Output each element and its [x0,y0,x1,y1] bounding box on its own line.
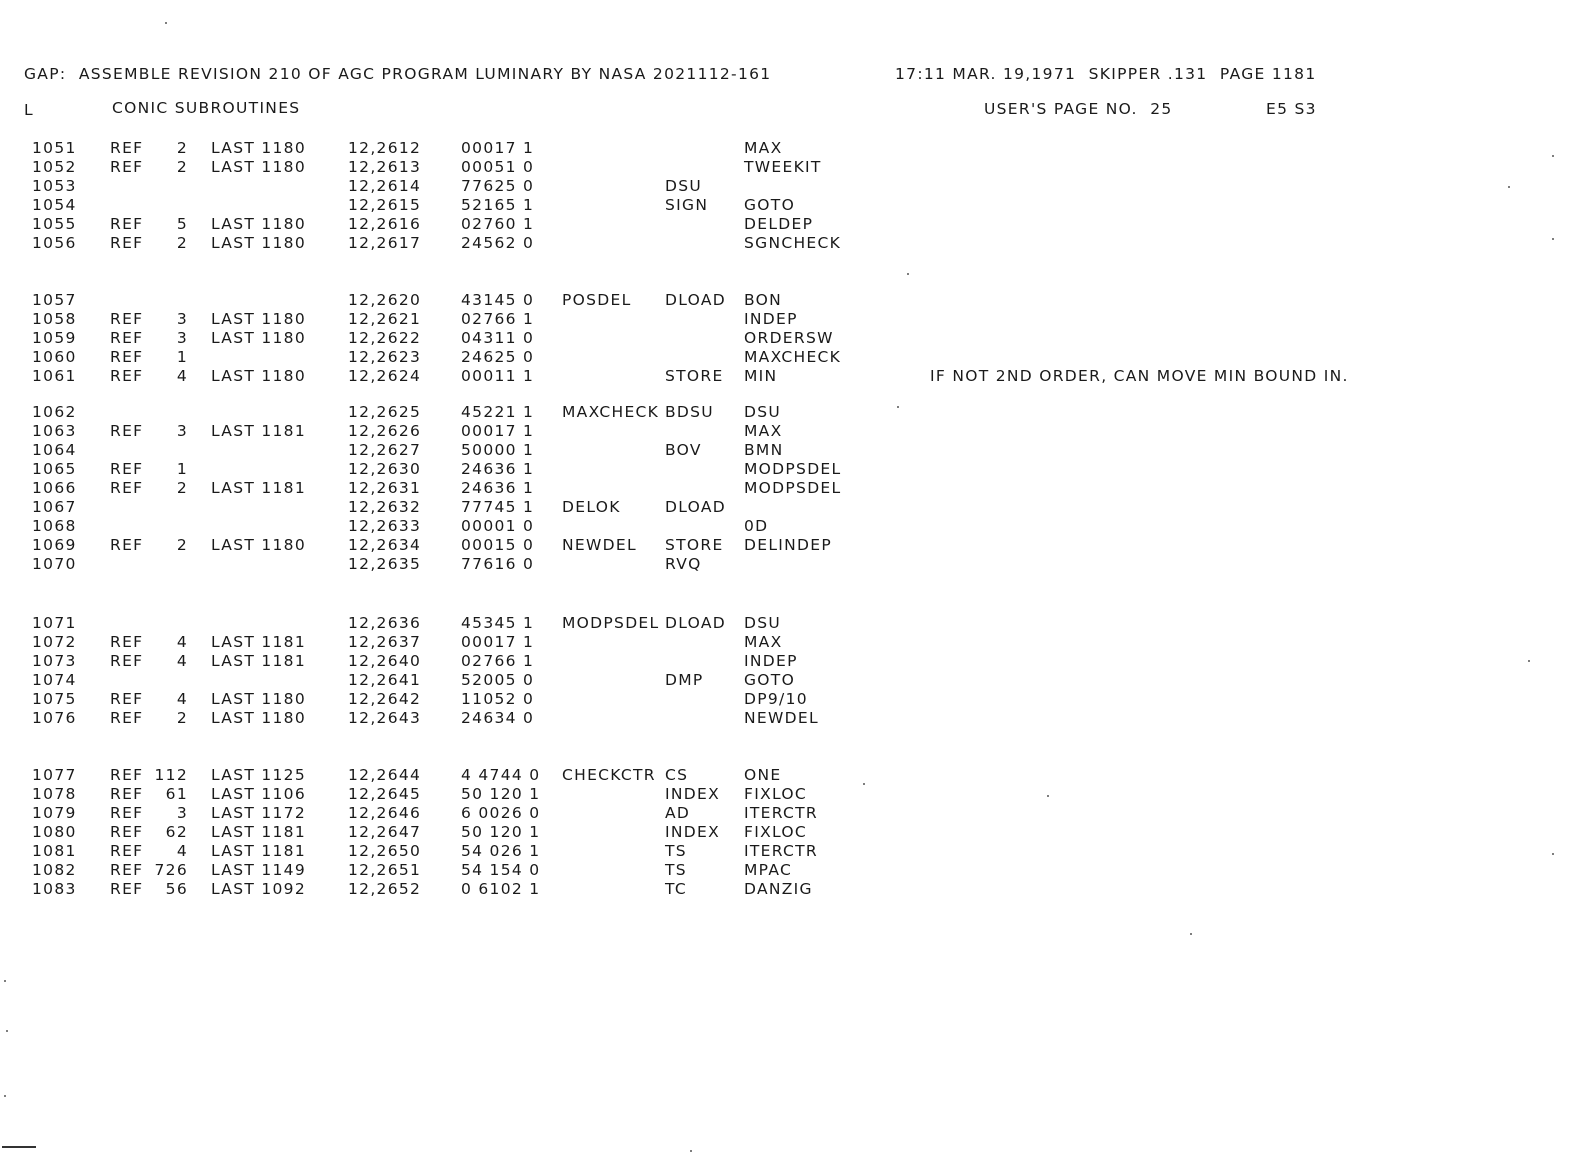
address: 12,2621 [348,309,422,328]
octal-word: 54 154 0 [461,860,541,879]
address: 12,2625 [348,403,422,421]
ref-count: 5 [176,214,188,233]
octal-word: 50 120 1 [461,822,541,841]
symbol-label: NEWDEL [562,535,637,554]
operand: DELINDEP [744,535,833,554]
ref-label: REF [110,860,144,879]
ref-count: 2 [176,708,188,727]
address: 12,2624 [348,366,422,385]
line-number: 1065 [32,459,77,478]
operand: DANZIG [744,879,813,898]
octal-word: 11052 0 [461,689,535,708]
operand: INDEP [744,651,798,670]
scan-speck [1552,155,1554,157]
scan-speck [165,22,167,24]
ref-label: REF [110,139,144,157]
last-ref: LAST 1180 [211,157,306,176]
ref-count: 4 [176,841,188,860]
line-number: 1076 [32,708,77,727]
scan-speck [1552,238,1554,240]
octal-word: 24634 0 [461,708,535,727]
scan-speck [690,1150,692,1152]
address: 12,2633 [348,516,422,535]
comment: IF NOT 2ND ORDER, CAN MOVE MIN BOUND IN. [930,366,1349,385]
last-ref: LAST 1181 [211,633,306,651]
address: 12,2652 [348,879,422,898]
line-number: 1071 [32,614,77,632]
address: 12,2631 [348,478,422,497]
operand: DP9/10 [744,689,808,708]
line-number: 1082 [32,860,77,879]
operand: SGNCHECK [744,233,842,252]
ref-label: REF [110,785,144,803]
line-number: 1068 [32,516,77,535]
line-number: 1056 [32,233,77,252]
octal-word: 43145 0 [461,291,535,309]
scan-speck [897,406,899,408]
scan-speck [907,273,909,275]
header-log-section-marker: L [24,101,34,119]
last-ref: LAST 1172 [211,803,306,822]
scan-speck [1552,853,1554,855]
ref-count: 3 [176,328,188,347]
ref-label: REF [110,157,144,176]
octal-word: 6 0026 0 [461,803,541,822]
opcode: CS [665,766,689,784]
operand: NEWDEL [744,708,819,727]
operand: INDEP [744,309,798,328]
opcode: AD [665,803,691,822]
ref-label: REF [110,328,144,347]
opcode: TS [665,841,687,860]
opcode: RVQ [665,554,702,573]
ref-count: 62 [165,822,188,841]
operand: FIXLOC [744,785,808,803]
octal-word: 24625 0 [461,347,535,366]
operand: MAX [744,421,783,440]
address: 12,2627 [348,440,422,459]
line-number: 1051 [32,139,77,157]
ref-label: REF [110,879,144,898]
octal-word: 77616 0 [461,554,535,573]
address: 12,2622 [348,328,422,347]
ref-label: REF [110,708,144,727]
operand: MODPSDEL [744,459,842,478]
octal-word: 4 4744 0 [461,766,541,784]
operand: DELDEP [744,214,814,233]
ref-label: REF [110,633,144,651]
address: 12,2650 [348,841,422,860]
address: 12,2615 [348,195,422,214]
symbol-label: MAXCHECK [562,403,660,421]
ref-count: 1 [176,459,188,478]
ref-count: 2 [176,535,188,554]
operand: TWEEKIT [744,157,822,176]
ref-label: REF [110,841,144,860]
symbol-label: CHECKCTR [562,766,656,784]
address: 12,2644 [348,766,422,784]
last-ref: LAST 1180 [211,233,306,252]
last-ref: LAST 1181 [211,822,306,841]
ref-label: REF [110,766,144,784]
opcode: BOV [665,440,702,459]
ref-count: 3 [176,803,188,822]
operand: ITERCTR [744,803,818,822]
octal-word: 00017 1 [461,421,535,440]
opcode: DLOAD [665,291,726,309]
line-number: 1066 [32,478,77,497]
address: 12,2630 [348,459,422,478]
line-number: 1067 [32,497,77,516]
opcode: SIGN [665,195,709,214]
octal-word: 04311 0 [461,328,535,347]
opcode: TS [665,860,687,879]
ref-label: REF [110,651,144,670]
address: 12,2641 [348,670,422,689]
symbol-label: POSDEL [562,291,632,309]
address: 12,2623 [348,347,422,366]
octal-word: 54 026 1 [461,841,541,860]
opcode: DLOAD [665,497,726,516]
opcode: DLOAD [665,614,726,632]
line-number: 1080 [32,822,77,841]
octal-word: 52005 0 [461,670,535,689]
opcode: STORE [665,535,724,554]
octal-word: 77745 1 [461,497,535,516]
address: 12,2646 [348,803,422,822]
ref-label: REF [110,214,144,233]
line-number: 1057 [32,291,77,309]
line-number: 1054 [32,195,77,214]
address: 12,2620 [348,291,422,309]
ref-count: 61 [165,785,188,803]
operand: BMN [744,440,784,459]
line-number: 1062 [32,403,77,421]
ref-count: 56 [165,879,188,898]
octal-word: 00017 1 [461,139,535,157]
opcode: DMP [665,670,704,689]
line-number: 1077 [32,766,77,784]
octal-word: 0 6102 1 [461,879,541,898]
operand: MAX [744,633,783,651]
line-number: 1058 [32,309,77,328]
address: 12,2637 [348,633,422,651]
octal-word: 24636 1 [461,478,535,497]
line-number: 1053 [32,176,77,195]
ref-count: 2 [176,157,188,176]
ref-label: REF [110,459,144,478]
ref-count: 726 [154,860,188,879]
ref-label: REF [110,535,144,554]
address: 12,2617 [348,233,422,252]
opcode: STORE [665,366,724,385]
scan-speck [1047,795,1049,797]
octal-word: 00051 0 [461,157,535,176]
line-number: 1061 [32,366,77,385]
octal-word: 02766 1 [461,309,535,328]
ref-count: 112 [154,766,188,784]
operand: GOTO [744,195,796,214]
octal-word: 00011 1 [461,366,535,385]
ref-count: 3 [176,421,188,440]
operand: MPAC [744,860,793,879]
octal-word: 52165 1 [461,195,535,214]
ref-count: 1 [176,347,188,366]
octal-word: 45221 1 [461,403,535,421]
operand: ITERCTR [744,841,818,860]
header-assembly-line: GAP: ASSEMBLE REVISION 210 OF AGC PROGRAM LUMINARY BY NASA 2021112-161 [24,65,772,83]
ref-count: 4 [176,651,188,670]
address: 12,2616 [348,214,422,233]
last-ref: LAST 1149 [211,860,306,879]
last-ref: LAST 1181 [211,478,306,497]
users-page-number: USER'S PAGE NO. 25 [984,100,1173,118]
address: 12,2613 [348,157,422,176]
operand: FIXLOC [744,822,808,841]
ref-label: REF [110,309,144,328]
line-number: 1064 [32,440,77,459]
line-number: 1083 [32,879,77,898]
address: 12,2647 [348,822,422,841]
scan-speck [863,783,865,785]
address: 12,2640 [348,651,422,670]
octal-word: 02760 1 [461,214,535,233]
address: 12,2643 [348,708,422,727]
ref-label: REF [110,233,144,252]
last-ref: LAST 1180 [211,708,306,727]
ref-label: REF [110,347,144,366]
line-number: 1055 [32,214,77,233]
last-ref: LAST 1180 [211,328,306,347]
ref-label: REF [110,421,144,440]
ref-label: REF [110,478,144,497]
line-number: 1052 [32,157,77,176]
section-title: CONIC SUBROUTINES [112,99,301,117]
line-number: 1075 [32,689,77,708]
last-ref: LAST 1180 [211,139,306,157]
octal-word: 45345 1 [461,614,535,632]
last-ref: LAST 1092 [211,879,306,898]
last-ref: LAST 1180 [211,689,306,708]
ref-count: 4 [176,689,188,708]
scan-speck [1190,933,1192,935]
address: 12,2634 [348,535,422,554]
last-ref: LAST 1181 [211,651,306,670]
last-ref: LAST 1180 [211,535,306,554]
last-ref: LAST 1181 [211,841,306,860]
line-number: 1073 [32,651,77,670]
octal-word: 00001 0 [461,516,535,535]
line-number: 1078 [32,785,77,803]
symbol-label: DELOK [562,497,621,516]
address: 12,2626 [348,421,422,440]
header-timestamp-page: 17:11 MAR. 19,1971 SKIPPER .131 PAGE 1181 [895,65,1317,83]
address: 12,2645 [348,785,422,803]
octal-word: 77625 0 [461,176,535,195]
last-ref: LAST 1180 [211,366,306,385]
octal-word: 00017 1 [461,633,535,651]
octal-word: 50000 1 [461,440,535,459]
line-number: 1070 [32,554,77,573]
octal-word: 24636 1 [461,459,535,478]
line-number: 1059 [32,328,77,347]
last-ref: LAST 1125 [211,766,306,784]
scan-speck [1528,660,1530,662]
operand: ONE [744,766,782,784]
line-number: 1079 [32,803,77,822]
operand: DSU [744,614,782,632]
address: 12,2612 [348,139,422,157]
ref-label: REF [110,803,144,822]
line-number: 1072 [32,633,77,651]
operand: GOTO [744,670,796,689]
opcode: DSU [665,176,703,195]
address: 12,2632 [348,497,422,516]
scan-speck [1508,186,1510,188]
operand: MAX [744,139,783,157]
ref-count: 2 [176,478,188,497]
sheet-code: E5 S3 [1266,100,1317,118]
line-number: 1060 [32,347,77,366]
operand: MODPSDEL [744,478,842,497]
operand: MIN [744,366,778,385]
address: 12,2614 [348,176,422,195]
scan-speck [6,1030,8,1032]
operand: 0D [744,516,769,535]
last-ref: LAST 1181 [211,421,306,440]
address: 12,2642 [348,689,422,708]
opcode: INDEX [665,822,721,841]
address: 12,2636 [348,614,422,632]
line-number: 1074 [32,670,77,689]
operand: BON [744,291,783,309]
ref-count: 2 [176,139,188,157]
octal-word: 00015 0 [461,535,535,554]
last-ref: LAST 1180 [211,309,306,328]
ref-label: REF [110,689,144,708]
line-number: 1081 [32,841,77,860]
octal-word: 24562 0 [461,233,535,252]
octal-word: 50 120 1 [461,785,541,803]
ref-count: 2 [176,233,188,252]
address: 12,2651 [348,860,422,879]
last-ref: LAST 1180 [211,214,306,233]
address: 12,2635 [348,554,422,573]
scan-speck [4,1095,6,1097]
ref-count: 4 [176,366,188,385]
scan-mark [2,1146,36,1148]
opcode: BDSU [665,403,714,421]
scan-speck [4,980,6,982]
opcode: TC [665,879,687,898]
ref-label: REF [110,366,144,385]
operand: ORDERSW [744,328,834,347]
last-ref: LAST 1106 [211,785,306,803]
ref-count: 3 [176,309,188,328]
operand: DSU [744,403,782,421]
ref-count: 4 [176,633,188,651]
ref-label: REF [110,822,144,841]
symbol-label: MODPSDEL [562,614,660,632]
line-number: 1063 [32,421,77,440]
octal-word: 02766 1 [461,651,535,670]
opcode: INDEX [665,785,721,803]
line-number: 1069 [32,535,77,554]
operand: MAXCHECK [744,347,842,366]
